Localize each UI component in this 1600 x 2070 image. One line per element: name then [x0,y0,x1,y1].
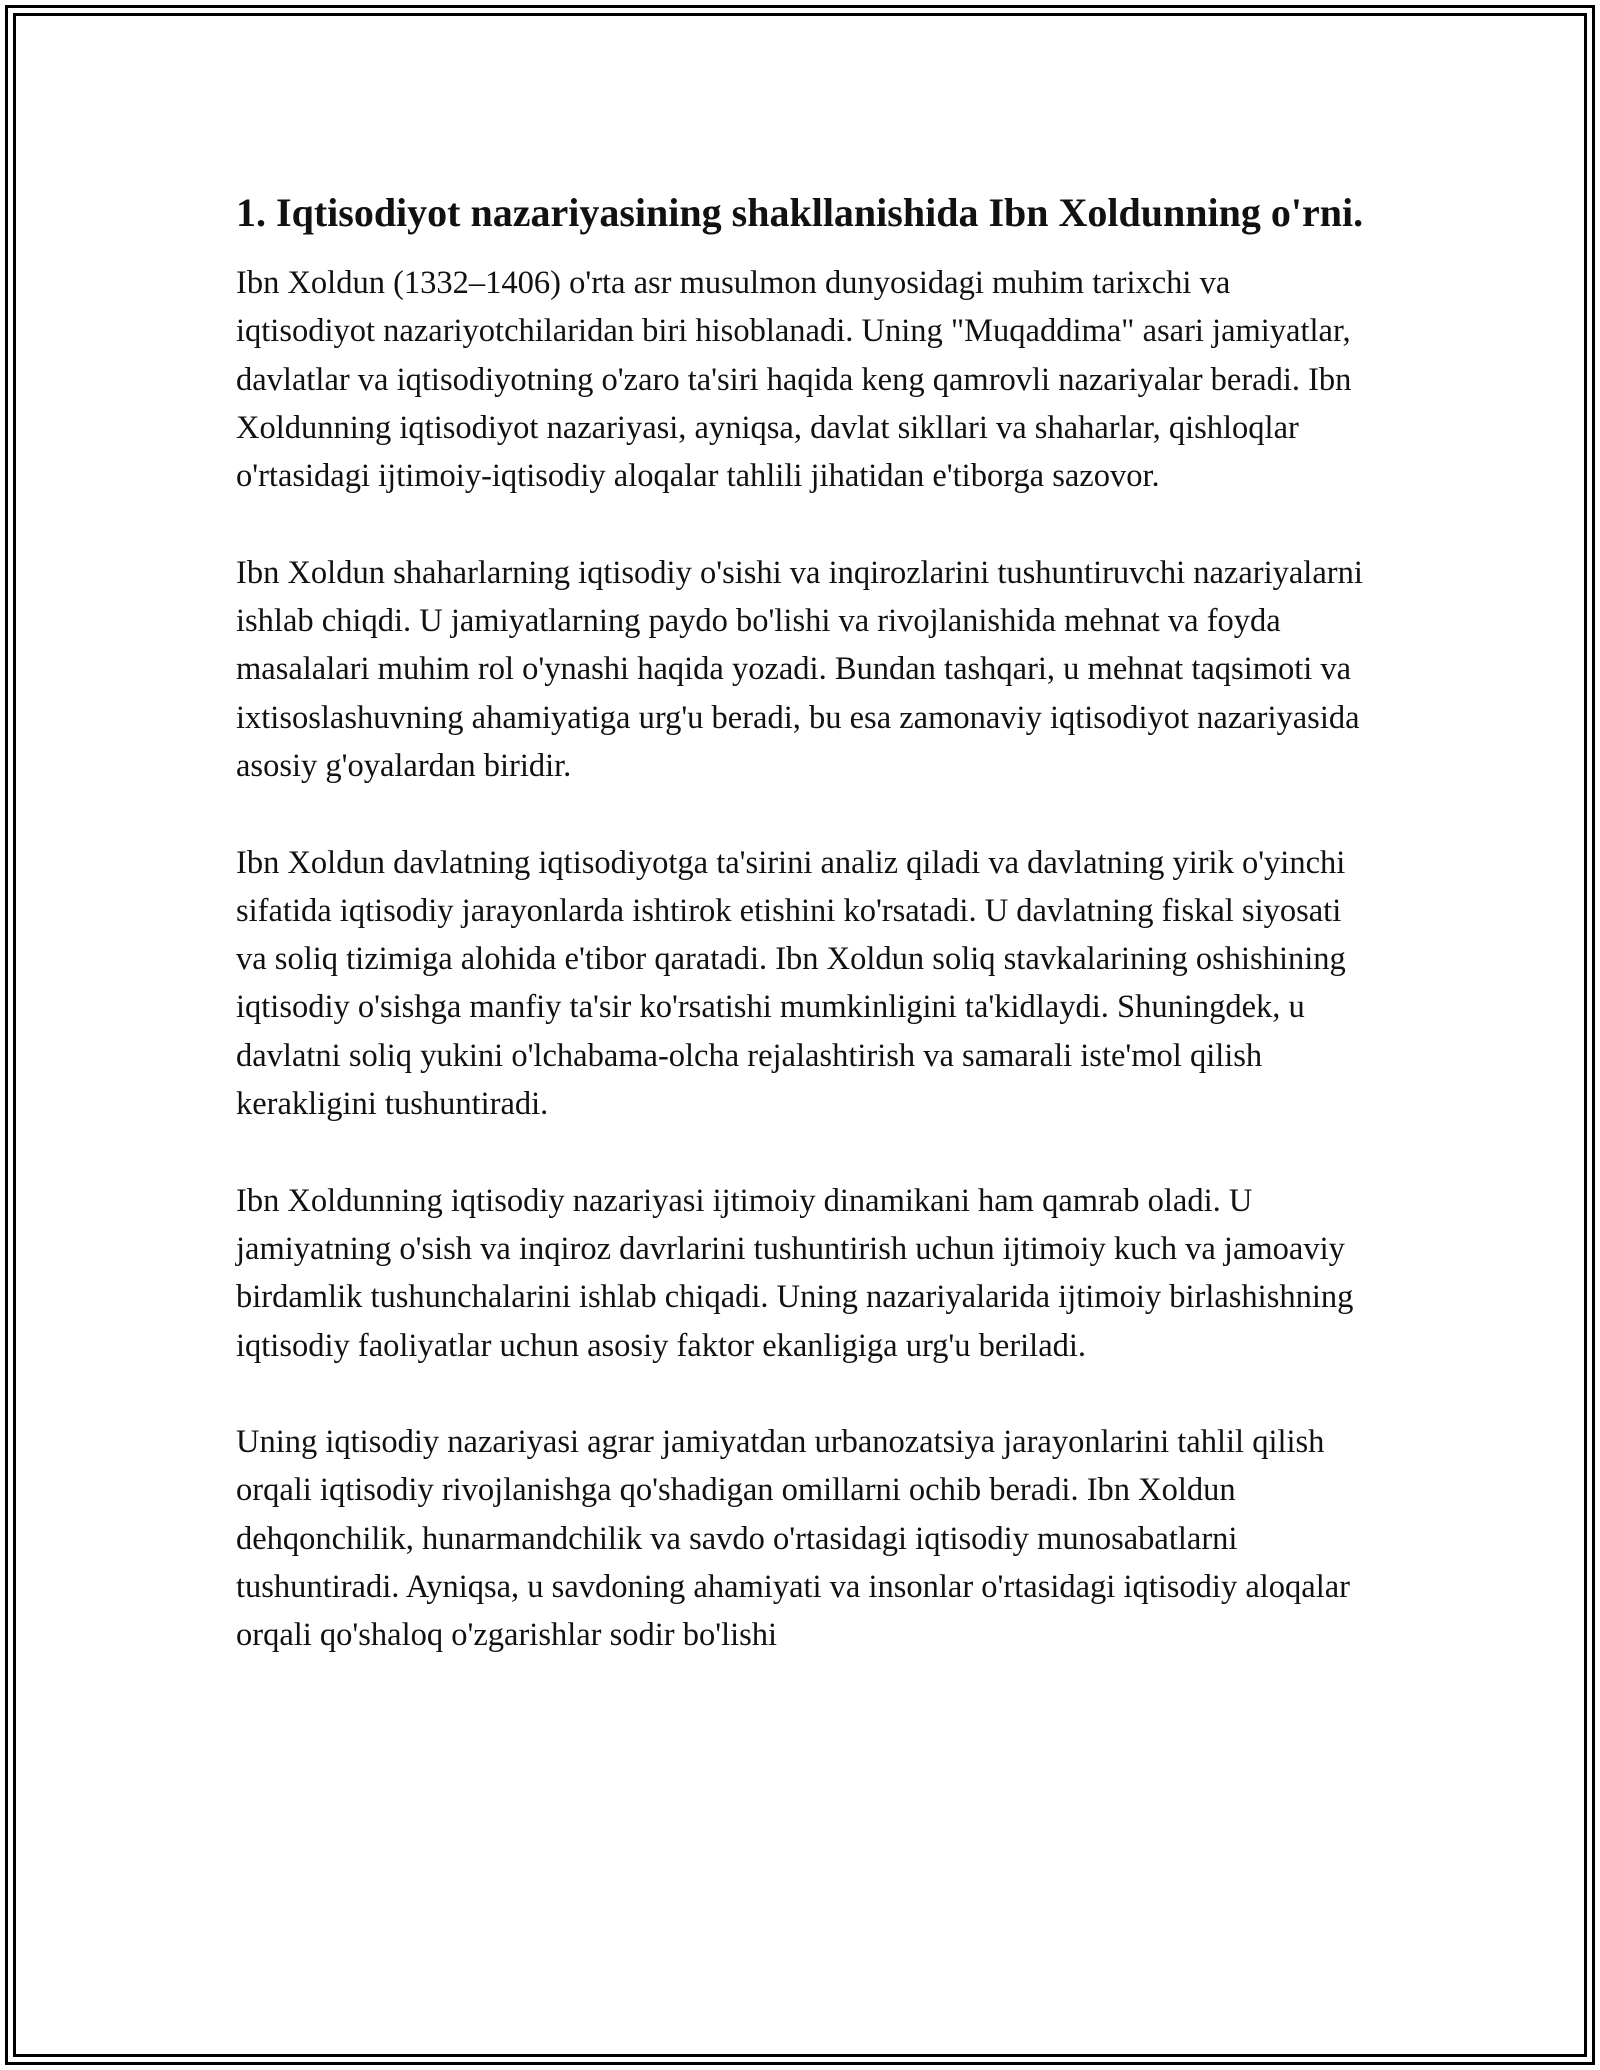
document-heading: 1. Iqtisodiyot nazariyasining shakllanishida Ibn Xoldunning o'rni. [236,190,1364,235]
paragraph-3: Ibn Xoldun davlatning iqtisodiyotga ta'sirini analiz qiladi va davlatning yirik o'yinchi sifatida iqtisodiy jarayonlarda ishtirok etishini ko'rsatadi. U davlatning fiskal siyosati va soliq tizimiga alohida e'tibor qaratadi. Ibn Xoldun soliq stavkalarining oshishining iqtisodiy o'sishga manfiy ta'sir ko'rsatishi mumkinligini ta'kidlaydi. Shuningdek, u davlatni soliq yukini o'lchabama-olcha rejalashtirish va samarali iste'mol qilish kerakligini tushuntiradi. [236,844,1346,1123]
paragraph-1: Ibn Xoldun (1332–1406) o'rta asr musulmon dunyosidagi muhim tarixchi va iqtisodiyot nazariyotchilaridan biri hisoblanadi. Uning "Muqaddima" asari jamiyatlar, davlatlar va iqtisodiyotning o'zaro ta'siri haqida keng qamrovli nazariyalar beradi. Ibn Xoldunning iqtisodiyot nazariyasi, ayniqsa, davlat sikllari va shaharlar, qishloqlar o'rtasidagi ijtimoiy-iqtisodiy aloqalar tahlili jihatidan e'tiborga sazovor. [236,265,1352,495]
paragraph-2: Ibn Xoldun shaharlarning iqtisodiy o'sishi va inqirozlarini tushuntiruvchi nazariyalarni ishlab chiqdi. U jamiyatlarning paydo bo'lishi va rivojlanishida mehnat va foyda masalalari muhim rol o'ynashi haqida yozadi. Bundan tashqari, u mehnat taqsimoti va ixtisoslashuvning ahamiyatiga urg'u beradi, bu esa zamonaviy iqtisodiyot nazariyasida asosiy g'oyalardan biridir. [236,554,1363,784]
document-body [236,185,1376,1708]
paragraph-5: Uning iqtisodiy nazariyasi agrar jamiyatdan urbanozatsiya jarayonlarini tahlil qilish orqali iqtisodiy rivojlanishga qo'shadigan omillarni ochib beradi. Ibn Xoldun dehqonchilik, hunarmandchilik va savdo o'rtasidagi iqtisodiy munosabatlarni tushuntiradi. Ayniqsa, u savdoning ahamiyati va insonlar o'rtasidagi iqtisodiy aloqalar orqali qo'shaloq o'zgarishlar sodir bo'lishi [236,1424,1350,1654]
paragraph-4: Ibn Xoldunning iqtisodiy nazariyasi ijtimoiy dinamikani ham qamrab oladi. U jamiyatning o'sish va inqiroz davrlarini tushuntirish uchun ijtimoiy kuch va jamoaviy birdamlik tushunchalarini ishlab chiqadi. Uning nazariyalarida ijtimoiy birlashishning iqtisodiy faoliyatlar uchun asosiy faktor ekanligiga urg'u beriladi. [236,1182,1354,1364]
